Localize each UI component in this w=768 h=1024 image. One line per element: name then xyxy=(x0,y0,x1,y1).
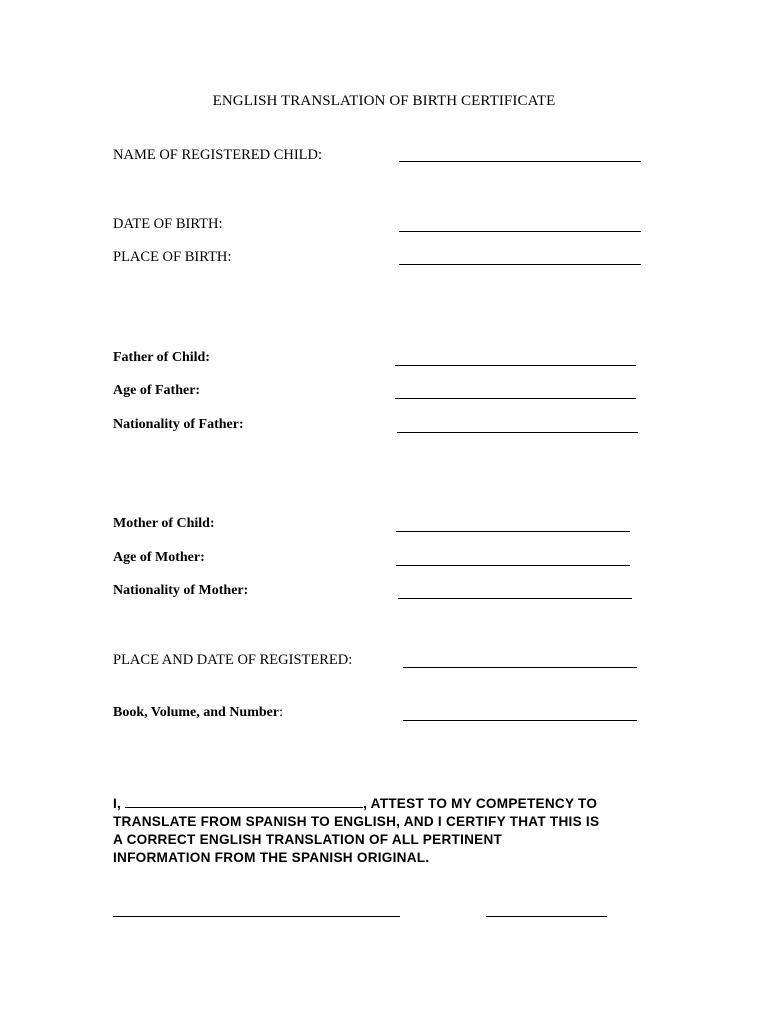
field-place-of-birth xyxy=(0,249,768,269)
document-title: ENGLISH TRANSLATION OF BIRTH CERTIFICATE xyxy=(212,93,556,109)
date-line xyxy=(486,916,607,917)
attestation-line-3: A CORRECT ENGLISH TRANSLATION OF ALL PERTINENT xyxy=(113,832,503,847)
fill-line xyxy=(399,231,641,232)
field-label: Father of Child: xyxy=(113,350,210,365)
field-label: PLACE OF BIRTH: xyxy=(113,249,232,265)
fill-line xyxy=(403,720,637,721)
field-label xyxy=(113,705,283,721)
fill-line xyxy=(396,565,630,566)
signature-line xyxy=(113,916,400,917)
field-label: Nationality of Mother: xyxy=(113,583,249,598)
field-mother-nationality xyxy=(0,583,768,603)
attestation-text-1: , ATTEST TO MY COMPETENCY TO xyxy=(363,796,598,811)
field-label: Mother of Child: xyxy=(113,516,215,531)
fill-line xyxy=(397,432,638,433)
field-mother-age xyxy=(0,550,768,570)
fill-line xyxy=(399,161,641,162)
field-label: Nationality of Father: xyxy=(113,417,244,432)
field-registered xyxy=(0,652,768,672)
field-label: PLACE AND DATE OF REGISTERED: xyxy=(113,652,353,668)
field-child-name xyxy=(0,147,768,167)
attestation-line-1 xyxy=(113,794,673,813)
attestation-prefix: I, xyxy=(113,796,126,811)
fill-line xyxy=(395,398,636,399)
field-label: NAME OF REGISTERED CHILD: xyxy=(113,147,323,163)
book-label-text: Book, Volume, and Number xyxy=(113,705,280,720)
attestation-line-2: TRANSLATE FROM SPANISH TO ENGLISH, AND I CERTIFY THAT THIS IS xyxy=(113,814,600,829)
field-father-age xyxy=(0,383,768,403)
fill-line xyxy=(395,365,636,366)
field-label: Age of Mother: xyxy=(113,550,205,565)
field-mother xyxy=(0,516,768,536)
field-date-of-birth xyxy=(0,216,768,236)
field-father xyxy=(0,350,768,370)
translator-name-line xyxy=(125,794,363,808)
book-label-colon: : xyxy=(279,705,283,720)
attestation-line-4: INFORMATION FROM THE SPANISH ORIGINAL. xyxy=(113,850,430,865)
fill-line xyxy=(398,598,632,599)
fill-line xyxy=(399,264,641,265)
field-book xyxy=(0,705,768,725)
field-label: DATE OF BIRTH: xyxy=(113,216,223,232)
fill-line xyxy=(396,531,630,532)
field-father-nationality xyxy=(0,417,768,437)
fill-line xyxy=(403,667,637,668)
attestation-paragraph xyxy=(113,794,673,867)
field-label: Age of Father: xyxy=(113,383,201,398)
